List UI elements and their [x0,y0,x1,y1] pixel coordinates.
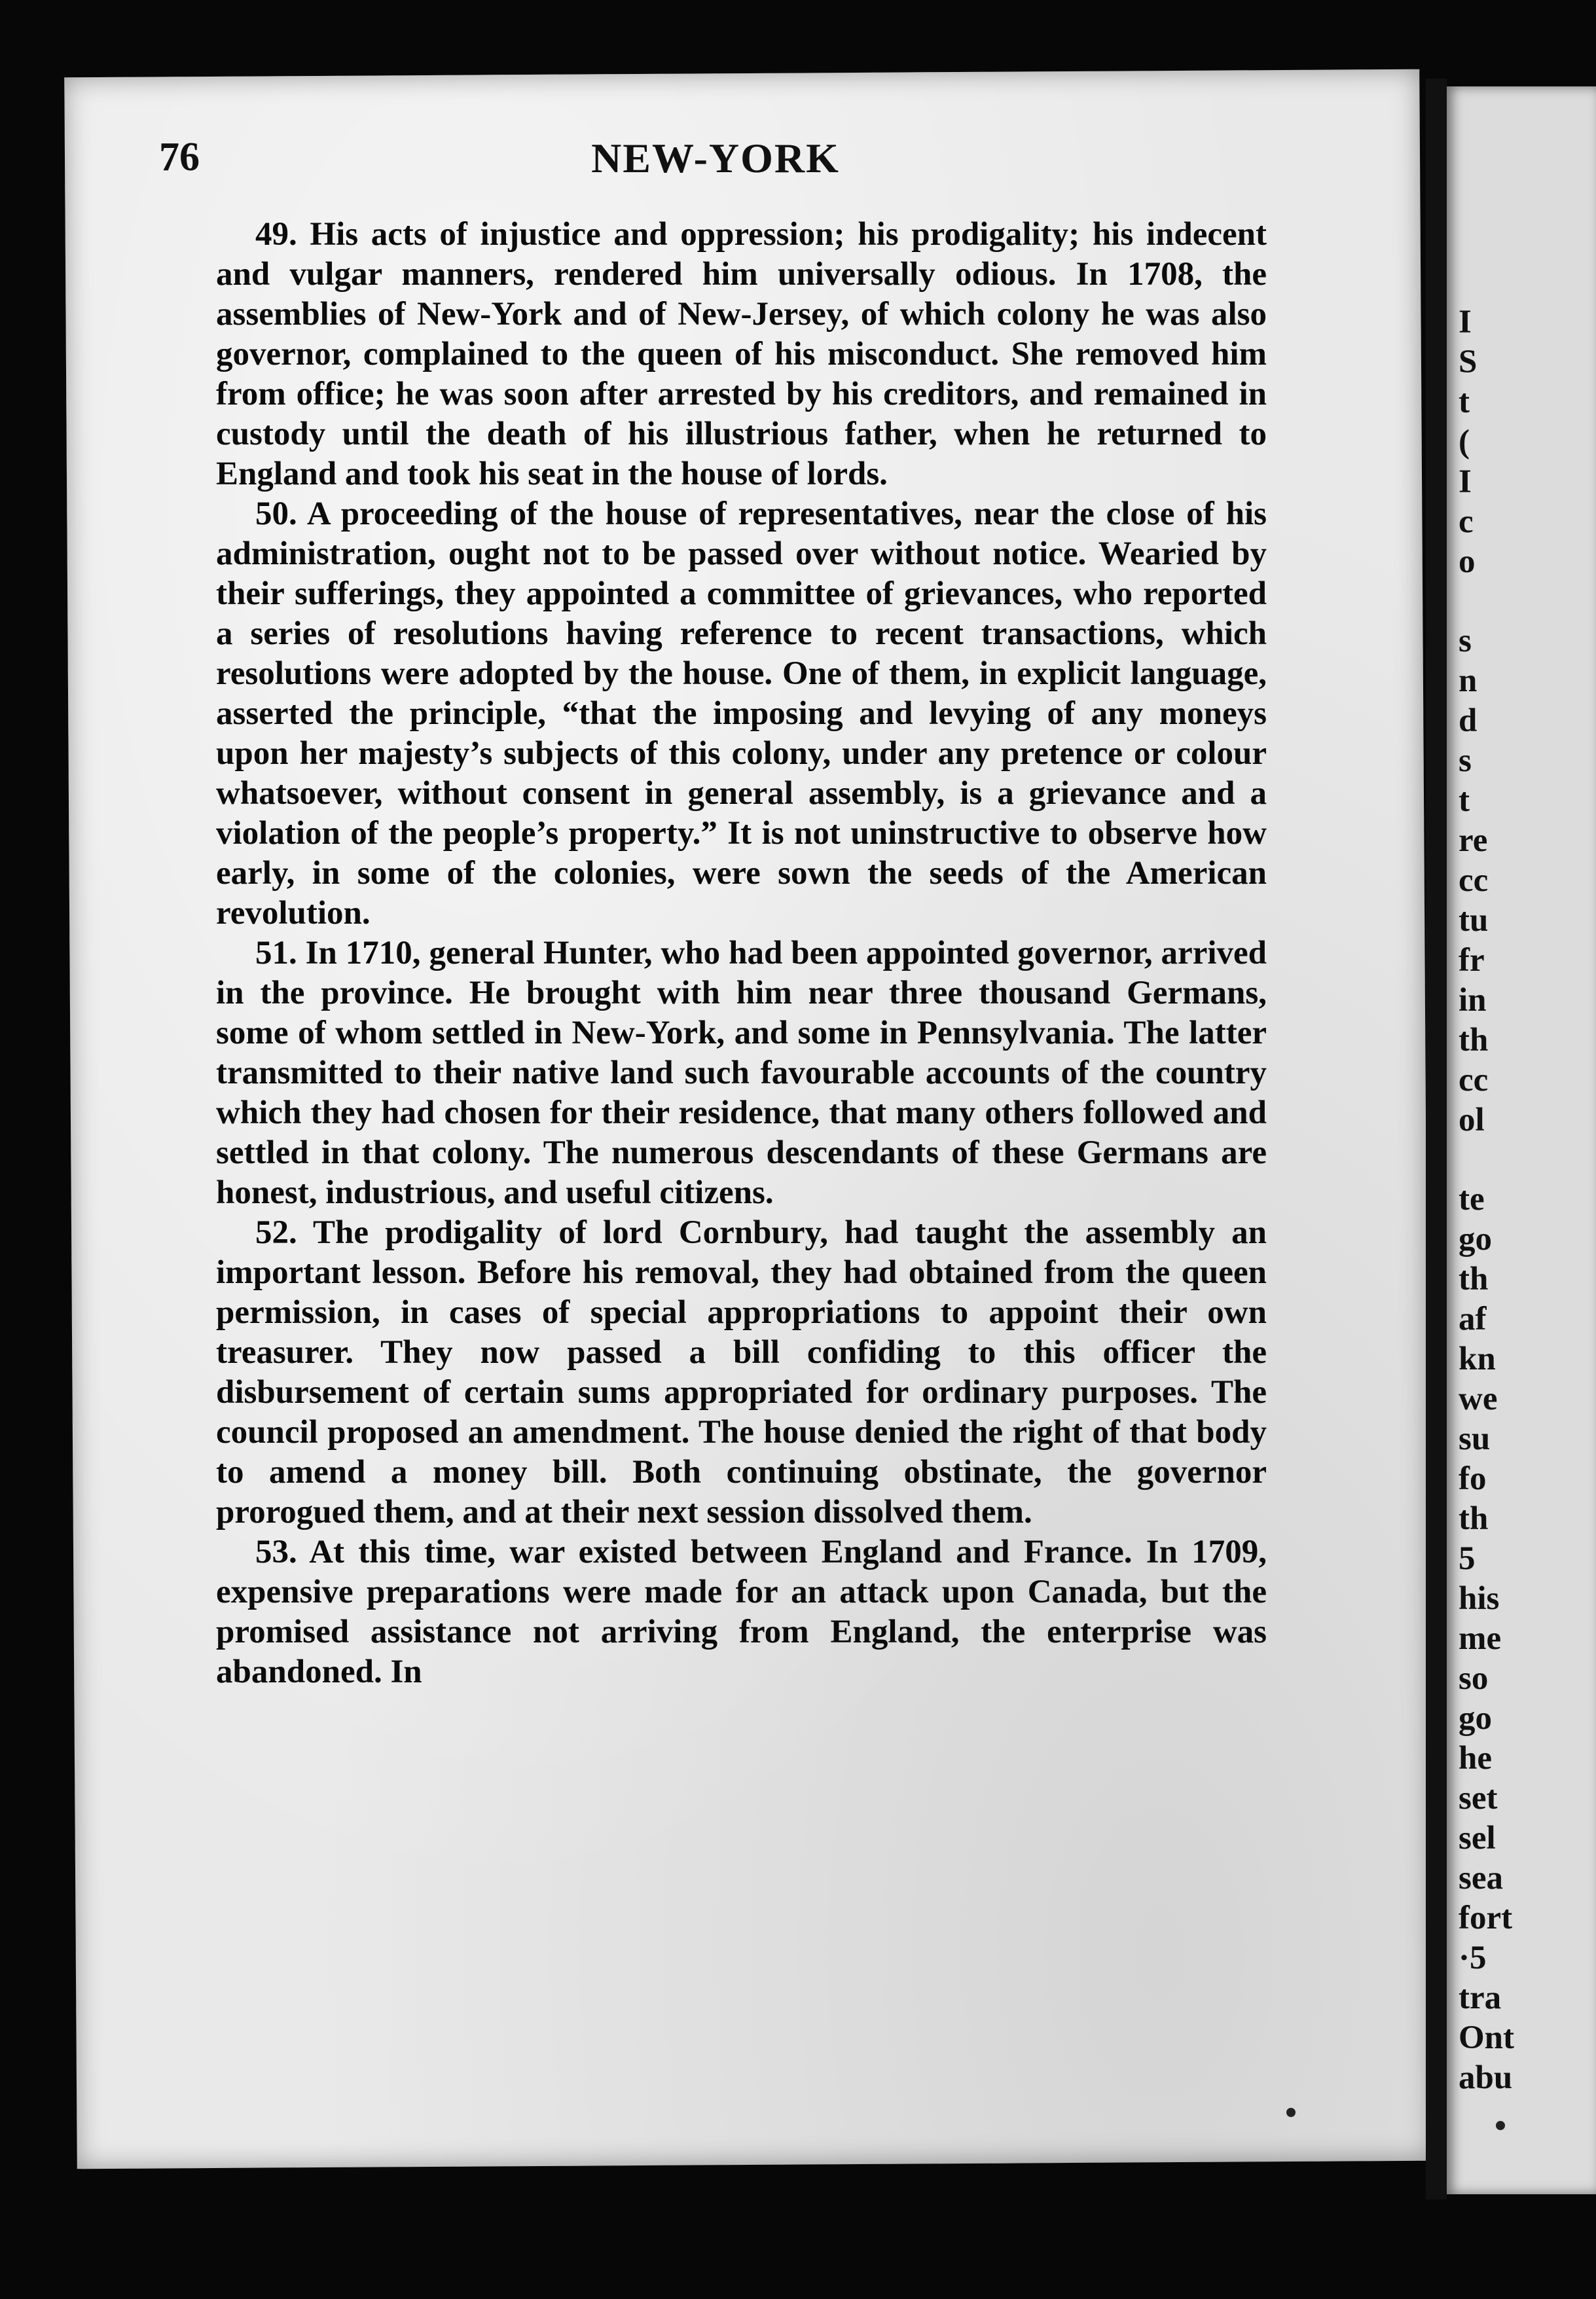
right-page-fragment: fo [1459,1460,1487,1497]
paragraph-52 [216,1213,1267,1532]
right-page-fragment: d [1459,702,1478,739]
right-page-fragment: re [1459,822,1488,859]
right-page-text-fragments [1459,302,1596,2098]
right-page-fragment: tu [1459,902,1489,939]
right-page-fragment: me [1459,1620,1502,1657]
page-number: 76 [159,135,200,179]
right-page-fragment: t [1459,782,1470,819]
right-page-fragment: go [1459,1700,1492,1737]
right-page-fragment: s [1459,623,1472,659]
paragraph-text: His acts of injustice and oppression; his prodigality; his indecent and vulgar manners, rendered him universally odious. In 1708, the assemblies of New-York and of New-Jersey, of which colony he was also governor, complained to the queen of his misconduct. She removed him from office; he was soon after arrested by his creditors, and remained in custody until the death of his illustrious father, when he returned to England and took his seat in the house of lords. [216,216,1267,492]
right-page-fragment: ( [1459,424,1470,460]
paragraph-text: The prodigality of lord Cornbury, had taught the assembly an important lesson. Before his removal, they had obtained from the queen permission, in cases of special appropriations to appoint their own treasurer. They now passed a bill confiding to this officer the disbursement of certain sums appropriated for ordinary purposes. The council proposed an amendment. The house denied the right of that body to amend a money bill. Both continuing obstinate, the governor prorogued them, and at their next session dissolved them. [216,1214,1267,1530]
paragraph-53 [216,1532,1267,1692]
right-page-fragment: abu [1459,2059,1513,2096]
page-header [159,134,1272,193]
right-page-fragment: af [1459,1301,1487,1337]
paragraph-number: 50. [255,496,297,532]
paragraph-number: 49. [255,216,297,253]
body-text [216,215,1267,1692]
right-page-fragment: cc [1459,862,1489,899]
right-page-fragment: th [1459,1500,1489,1537]
right-page-fragment: su [1459,1421,1491,1457]
right-page-fragment: tra [1459,1980,1502,2016]
right-page [1447,86,1596,2194]
right-page-fragment: sel [1459,1820,1496,1856]
right-page-fragment: o [1459,543,1476,580]
right-page-fragment: s [1459,742,1472,779]
right-page-fragment: n [1459,662,1478,699]
paragraph-text: In 1710, general Hunter, who had been appointed governor, arrived in the province. He brought with him near three thousand Germans, some of whom settled in New-York, and some in Pennsylvania. The latter transmitted to their native land such favourable accounts of the country which they had chosen for their residence, that many others followed and settled in that colony. The numerous descendants of these Germans are honest, industrious, and useful citizens. [216,935,1267,1211]
right-page-fragment: his [1459,1580,1500,1617]
right-page-fragment: set [1459,1780,1498,1817]
right-page-fragment [1459,582,1596,621]
right-page-fragment: ·5 [1459,1940,1487,1976]
right-page-fragment: I [1459,304,1472,340]
right-page-fragment [1459,1140,1596,1180]
right-page-fragment: te [1459,1181,1485,1218]
paragraph-number: 52. [255,1214,297,1251]
ink-speck [1286,2108,1296,2117]
paragraph-number: 53. [255,1534,297,1570]
right-page-fragment: I [1459,463,1472,500]
paragraph-number: 51. [255,935,297,971]
right-page-fragment: th [1459,1022,1489,1059]
right-page-fragment: we [1459,1381,1498,1417]
paragraph-text: A proceeding of the house of representatives, near the close of his administration, ought not to be passed over without notice. Wearied by their sufferings, they appointed a committee of grievances, who reported a series of resolutions having reference to recent transactions, which resolutions were adopted by the house. One of them, in explicit language, asserted the principle, “that the imposing and levying of any moneys upon her majesty’s subjects of this colony, under any pretence or colour whatsoever, without consent in general assembly, is a grievance and a violation of the people’s property.” It is not uninstructive to observe how early, in some of the colonies, were sown the seeds of the American revolution. [216,496,1267,932]
right-page-fragment: ol [1459,1102,1485,1138]
right-page-fragment: sea [1459,1860,1503,1896]
paragraph-text: At this time, war existed between England and France. In 1709, expensive preparations were made for an attack upon Canada, but the promised assistance not arriving from England, the enterprise was abandoned. In [216,1534,1267,1690]
paragraph-51 [216,933,1267,1213]
right-page-fragment: so [1459,1660,1489,1697]
right-page-fragment: he [1459,1740,1492,1777]
right-page-fragment: t [1459,384,1470,420]
right-page-fragment: kn [1459,1341,1496,1377]
right-page-fragment: go [1459,1221,1492,1258]
right-page-fragment: in [1459,982,1487,1019]
right-page-fragment: 5 [1459,1540,1476,1577]
book-gutter [1426,79,1447,2199]
right-page-fragment: cc [1459,1062,1489,1098]
right-page-fragment: fort [1459,1900,1513,1936]
right-page-fragment: c [1459,503,1474,540]
right-page-fragment: S [1459,344,1478,380]
right-page-fragment: fr [1459,942,1485,979]
running-title: NEW-YORK [591,135,840,181]
paragraph-49 [216,215,1267,494]
ink-speck [1496,2121,1505,2130]
right-page-fragment: th [1459,1261,1489,1297]
paragraph-50 [216,494,1267,933]
right-page-fragment: Ont [1459,2019,1515,2056]
